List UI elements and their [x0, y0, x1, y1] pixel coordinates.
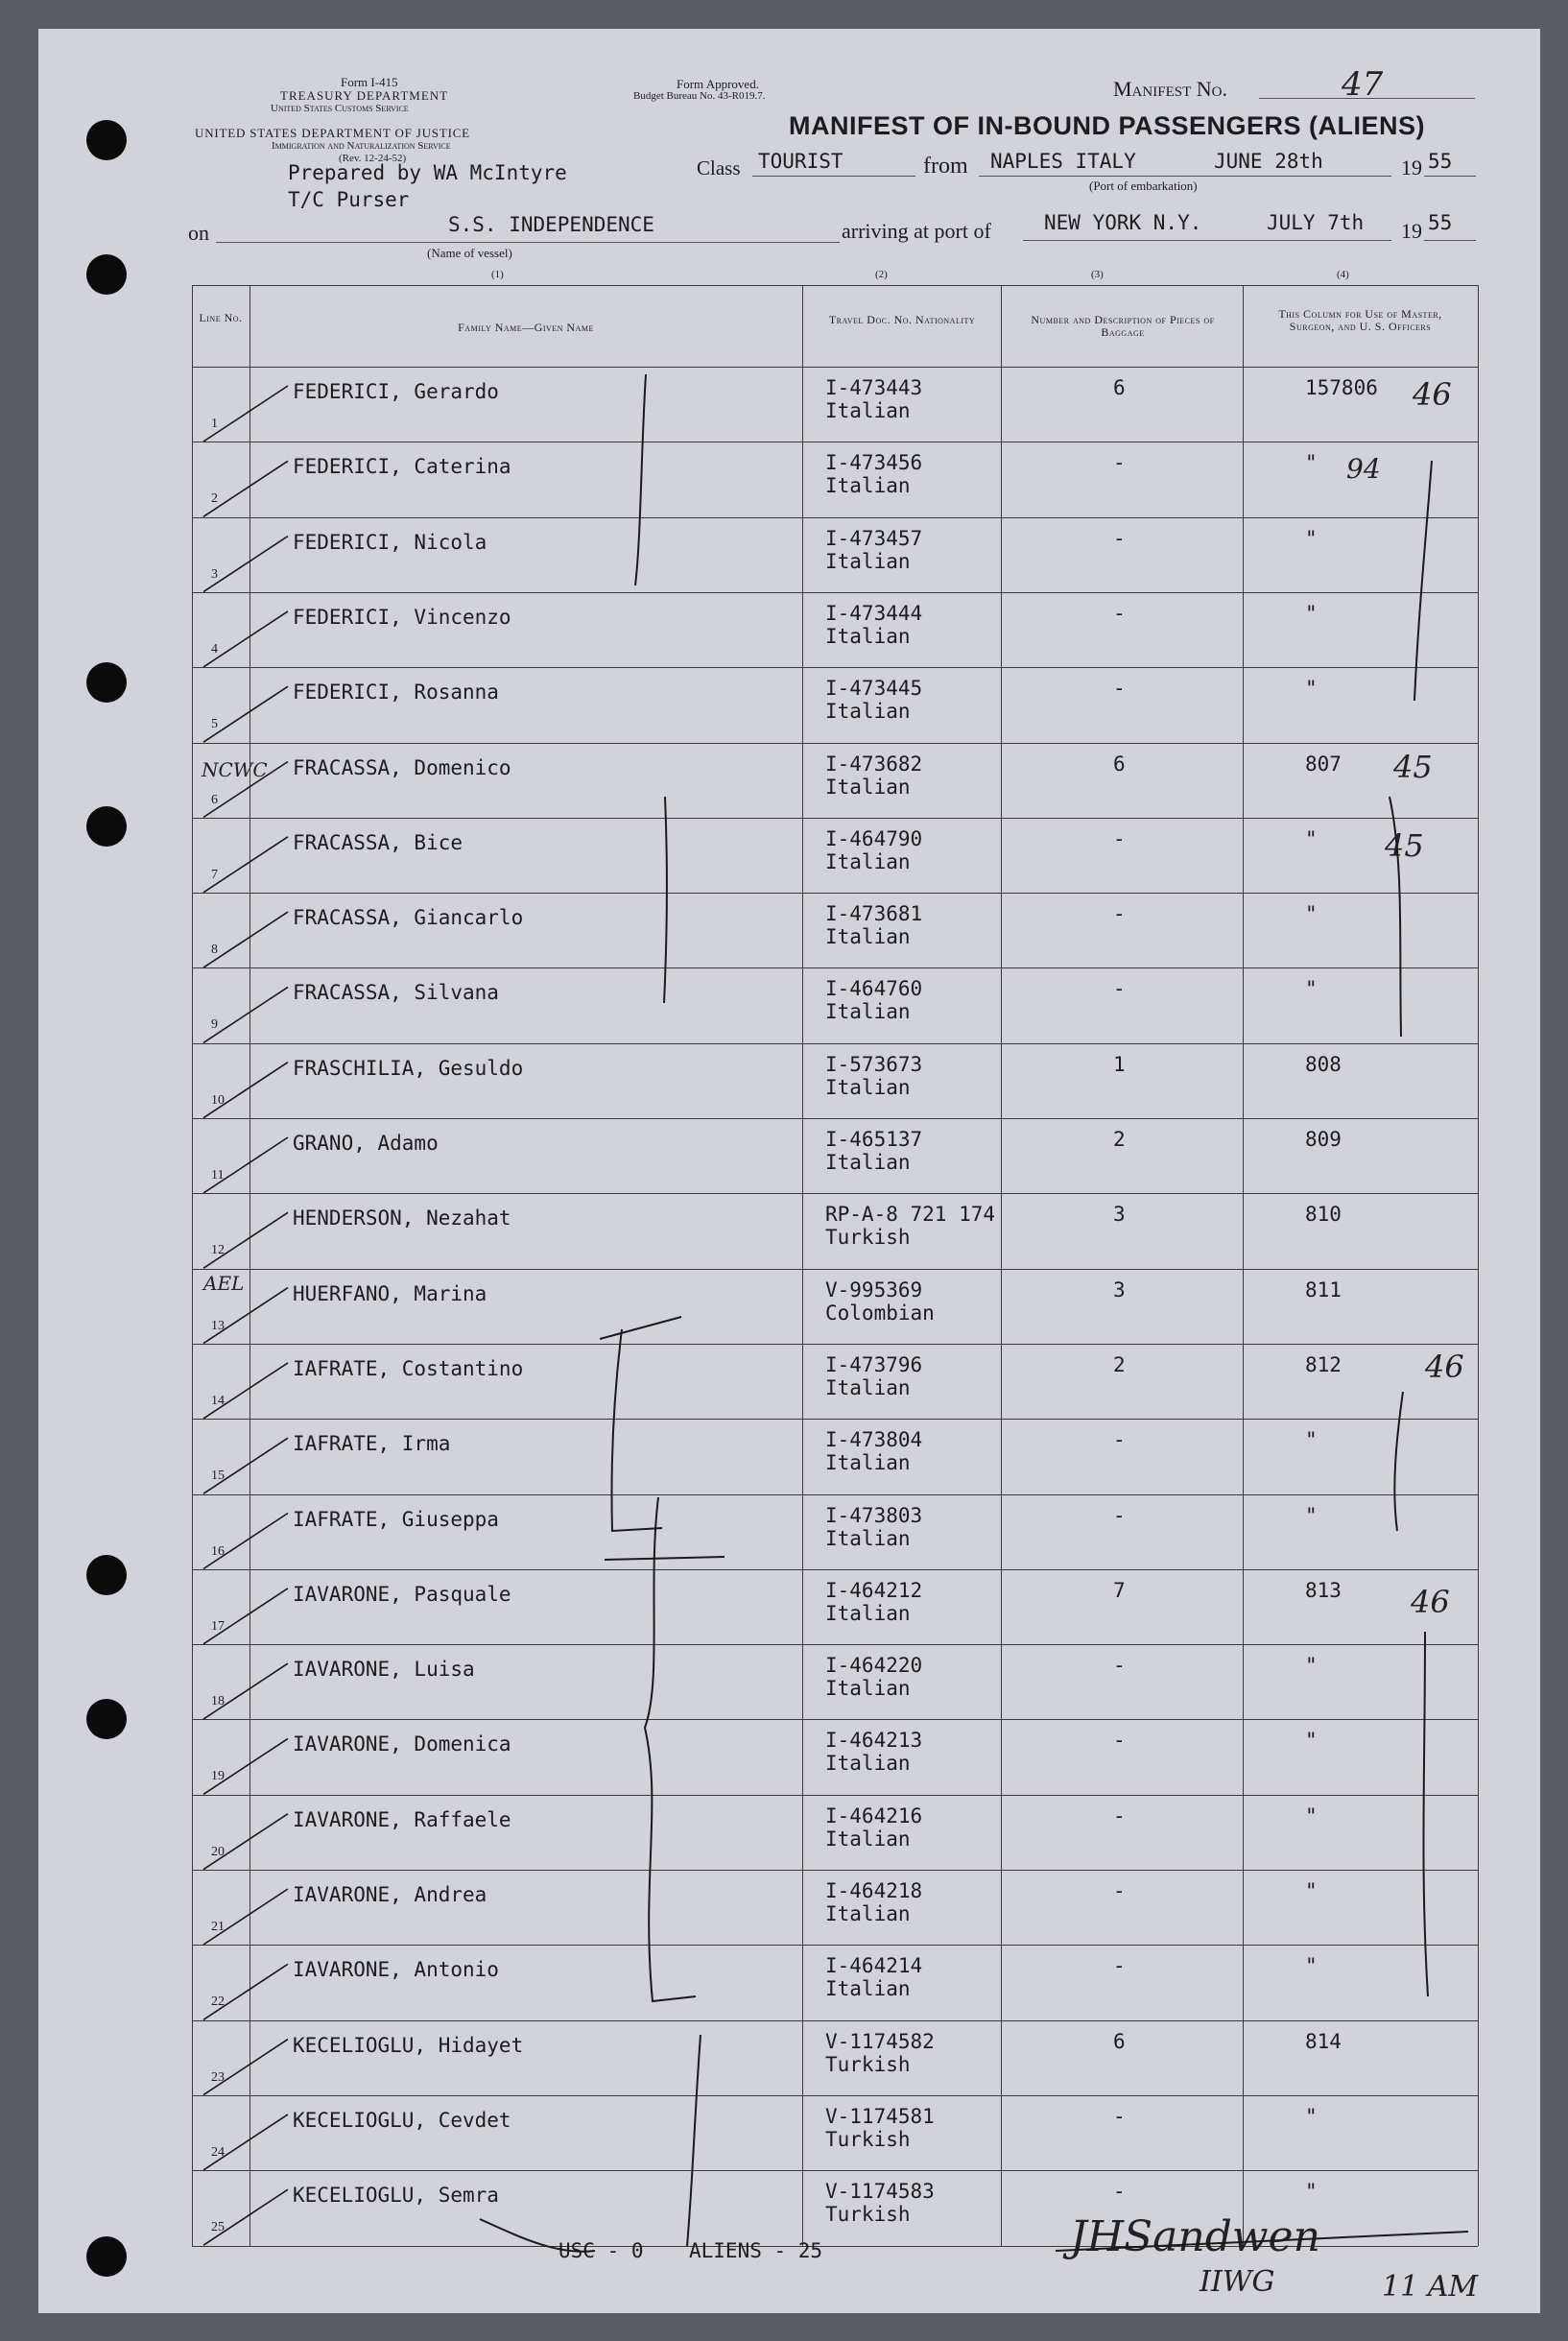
check-mark — [203, 1589, 288, 1644]
handwritten-note-3: 45 — [1393, 749, 1433, 785]
passenger-name: FEDERICI, Nicola — [293, 530, 487, 554]
check-mark — [203, 762, 288, 818]
officer-entry: " — [1305, 826, 1318, 850]
arrival-year-prefix: 19 — [1401, 219, 1422, 243]
travel-doc-no: I-464216 — [825, 1804, 923, 1827]
baggage-count: 7 — [1113, 1578, 1126, 1602]
baggage-count: 2 — [1113, 1128, 1126, 1151]
travel-doc-no: I-464213 — [825, 1729, 923, 1753]
travel-doc-no: I-473682 — [825, 752, 923, 776]
from-year: 55 — [1428, 150, 1453, 173]
passenger-name: IAVARONE, Antonio — [293, 1958, 499, 1982]
nationality: Italian — [825, 399, 911, 422]
officer-entry: 812 — [1305, 1352, 1342, 1376]
baggage-count: 3 — [1113, 1278, 1126, 1302]
line-number: 6 — [211, 792, 218, 807]
officer-entry: " — [1305, 1954, 1318, 1978]
passenger-name: FRACASSA, Giancarlo — [293, 906, 524, 930]
col-num-3: (3) — [1091, 269, 1104, 280]
travel-doc-no: I-473796 — [825, 1352, 923, 1376]
officer-entry: " — [1305, 2104, 1318, 2128]
line-number: 14 — [211, 1393, 225, 1408]
check-mark — [203, 2114, 288, 2170]
travel-doc-no: I-473444 — [825, 601, 923, 625]
arrival-year: 55 — [1428, 211, 1453, 234]
nationality: Italian — [825, 1752, 911, 1776]
officer-entry: 157806 — [1305, 376, 1378, 399]
check-mark — [203, 2040, 288, 2095]
officer-entry: " — [1305, 677, 1318, 701]
line-number: 24 — [211, 2144, 225, 2160]
header-name: Family Name—Given Name — [458, 321, 594, 334]
passenger-name: IAVARONE, Luisa — [293, 1658, 475, 1682]
from-date: JUNE 28th — [1214, 150, 1323, 173]
travel-doc-no: I-473803 — [825, 1503, 923, 1527]
check-mark — [203, 987, 288, 1042]
officer-entry: " — [1305, 977, 1318, 1001]
baggage-count: 2 — [1113, 1352, 1126, 1376]
travel-doc-no: I-473804 — [825, 1428, 923, 1452]
treasury-dept: TREASURY DEPARTMENT — [280, 88, 449, 103]
line-number: 13 — [211, 1318, 225, 1333]
nationality: Italian — [825, 1375, 911, 1399]
travel-doc-no: V-1174583 — [825, 2180, 935, 2204]
line-number: 5 — [211, 717, 218, 732]
passenger-name: IAVARONE, Raffaele — [293, 1807, 511, 1831]
baggage-count: - — [1113, 1729, 1126, 1753]
travel-doc-no: I-473681 — [825, 902, 923, 926]
form-number: Form I-415 — [341, 75, 398, 89]
officer-entry: 810 — [1305, 1203, 1342, 1227]
officer-entry: " — [1305, 1654, 1318, 1678]
class-value: TOURIST — [758, 150, 843, 173]
line-number: 1 — [211, 417, 218, 431]
col-num-1: (1) — [491, 269, 504, 280]
nationality: Italian — [825, 1827, 911, 1851]
officer-entry: " — [1305, 1729, 1318, 1753]
nationality: Italian — [825, 1151, 911, 1174]
prepared-by: Prepared by WA McIntyre — [288, 161, 567, 184]
inspector-signature: JHSandwen — [1070, 2212, 1320, 2261]
check-mark — [203, 837, 288, 893]
nationality: Italian — [825, 1677, 911, 1701]
travel-doc-no: I-465137 — [825, 1128, 923, 1151]
passenger-name: IAFRATE, Costantino — [293, 1356, 524, 1380]
nationality: Turkish — [825, 2052, 911, 2076]
line-number: 20 — [211, 1844, 225, 1859]
header-baggage: Number and Description of Pieces of Baggage — [1031, 313, 1215, 339]
passenger-name: HENDERSON, Nezahat — [293, 1206, 511, 1230]
nationality: Italian — [825, 1977, 911, 2001]
passenger-name: KECELIOGLU, Cevdet — [293, 2108, 511, 2132]
baggage-count: 6 — [1113, 376, 1126, 399]
nationality: Colombian — [825, 1301, 935, 1325]
signature-time: 11 AM — [1382, 2270, 1479, 2304]
check-mark — [203, 1137, 288, 1193]
baggage-count: - — [1113, 1503, 1126, 1527]
purser: T/C Purser — [288, 188, 410, 211]
arrival-date: JULY 7th — [1267, 211, 1365, 234]
baggage-count: - — [1113, 677, 1126, 701]
from-port: NAPLES ITALY — [990, 150, 1136, 173]
check-mark — [203, 1212, 288, 1268]
baggage-count: 6 — [1113, 2029, 1126, 2053]
revision: (Rev. 12-24-52) — [339, 153, 407, 164]
officer-entry: " — [1305, 902, 1318, 926]
from-label: from — [923, 154, 968, 179]
passenger-name: FRASCHILIA, Gesuldo — [293, 1056, 524, 1080]
header-travel-doc: Travel Doc. No. Nationality — [828, 313, 976, 326]
ins-service: Immigration and Naturalization Service — [272, 140, 451, 152]
travel-doc-no: I-573673 — [825, 1052, 923, 1076]
handwritten-ael: AEL — [203, 1272, 245, 1295]
line-number: 7 — [211, 867, 218, 882]
baggage-count: 3 — [1113, 1203, 1126, 1227]
from-year-prefix: 19 — [1401, 155, 1422, 179]
line-number: 21 — [211, 1920, 225, 1934]
officer-entry: " — [1305, 526, 1318, 550]
line-number: 4 — [211, 641, 218, 657]
check-mark — [203, 611, 288, 667]
check-mark — [203, 1964, 288, 2019]
passenger-name: IAVARONE, Domenica — [293, 1732, 511, 1756]
travel-doc-no: I-473443 — [825, 376, 923, 399]
line-number: 11 — [211, 1168, 225, 1182]
baggage-count: - — [1113, 526, 1126, 550]
usc-total: USC - 0 — [558, 2239, 644, 2262]
passenger-name: IAFRATE, Irma — [293, 1432, 451, 1456]
class-label: Class — [697, 156, 741, 179]
check-mark — [203, 1363, 288, 1419]
baggage-count: - — [1113, 1654, 1126, 1678]
passenger-name: FRACASSA, Domenico — [293, 755, 511, 779]
col-num-2: (2) — [875, 269, 888, 280]
baggage-count: - — [1113, 1879, 1126, 1902]
line-number: 19 — [211, 1769, 225, 1784]
manifest-no-value: 47 — [1342, 65, 1384, 104]
line-number: 10 — [211, 1092, 225, 1108]
line-number: 16 — [211, 1543, 225, 1559]
baggage-count: - — [1113, 1428, 1126, 1452]
nationality: Italian — [825, 700, 911, 724]
page-title: MANIFEST OF IN-BOUND PASSENGERS (ALIENS) — [789, 111, 1426, 140]
travel-doc-no: I-464790 — [825, 826, 923, 850]
vessel-caption: (Name of vessel) — [427, 246, 512, 260]
travel-doc-no: V-1174582 — [825, 2029, 935, 2053]
baggage-count: - — [1113, 826, 1126, 850]
customs-service: United States Customs Service — [271, 103, 409, 114]
baggage-count: - — [1113, 451, 1126, 475]
check-mark — [203, 386, 288, 442]
travel-doc-no: I-464220 — [825, 1654, 923, 1678]
justice-dept: UNITED STATES DEPARTMENT OF JUSTICE — [195, 126, 470, 140]
line-number: 9 — [211, 1017, 218, 1033]
travel-doc-no: I-473456 — [825, 451, 923, 475]
officer-entry: " — [1305, 451, 1318, 475]
line-number: 25 — [211, 2220, 225, 2235]
check-mark — [203, 1514, 288, 1569]
check-mark — [203, 1063, 288, 1118]
passenger-name: IAFRATE, Giuseppa — [293, 1507, 499, 1531]
officer-entry: " — [1305, 601, 1318, 625]
header-line-no: Line No. — [199, 311, 243, 324]
travel-doc-no: I-473445 — [825, 677, 923, 701]
nationality: Italian — [825, 1075, 911, 1099]
check-mark — [203, 1814, 288, 1870]
form-approved: Form Approved. — [677, 77, 759, 91]
travel-doc-no: I-464218 — [825, 1879, 923, 1902]
baggage-count: - — [1113, 1954, 1126, 1978]
handwritten-note-5: 46 — [1425, 1349, 1464, 1385]
line-number: 2 — [211, 491, 218, 507]
nationality: Italian — [825, 1902, 911, 1925]
officer-entry: " — [1305, 1879, 1318, 1902]
signature-initials: IIWG — [1200, 2265, 1275, 2299]
passenger-name: HUERFANO, Marina — [293, 1281, 487, 1305]
passenger-name: FRACASSA, Silvana — [293, 981, 499, 1005]
check-mark — [203, 686, 288, 742]
officer-entry: 814 — [1305, 2029, 1342, 2053]
handwritten-note-6: 46 — [1411, 1584, 1450, 1620]
handwritten-note-1: 46 — [1413, 376, 1452, 413]
line-number: 23 — [211, 2069, 225, 2085]
passenger-name: KECELIOGLU, Semra — [293, 2184, 499, 2208]
line-number: 18 — [211, 1694, 225, 1709]
handwritten-note-2: 94 — [1346, 453, 1381, 485]
nationality: Italian — [825, 849, 911, 873]
officer-entry: " — [1305, 1503, 1318, 1527]
aliens-total: ALIENS - 25 — [689, 2239, 823, 2262]
line-number: 22 — [211, 1995, 225, 2010]
arriving-label: arriving at port of — [842, 219, 991, 243]
passenger-name: KECELIOGLU, Hidayet — [293, 2033, 524, 2057]
nationality: Turkish — [825, 2127, 911, 2151]
baggage-count: - — [1113, 902, 1126, 926]
handwritten-ncwc: NCWC — [202, 758, 268, 781]
baggage-count: - — [1113, 2104, 1126, 2128]
nationality: Italian — [825, 1000, 911, 1024]
travel-doc-no: I-473457 — [825, 526, 923, 550]
check-mark — [203, 461, 288, 516]
baggage-count: - — [1113, 977, 1126, 1001]
baggage-count: 6 — [1113, 752, 1126, 776]
nationality: Italian — [825, 925, 911, 949]
check-mark — [203, 1288, 288, 1344]
passenger-name: IAVARONE, Andrea — [293, 1883, 487, 1906]
line-number: 12 — [211, 1243, 225, 1258]
handwritten-note-4: 45 — [1385, 827, 1424, 864]
travel-doc-no: V-995369 — [825, 1278, 923, 1302]
travel-doc-no: I-464212 — [825, 1578, 923, 1602]
line-number: 8 — [211, 943, 218, 958]
travel-doc-no: V-1174581 — [825, 2104, 935, 2128]
on-label: on — [188, 221, 209, 245]
check-mark — [203, 1438, 288, 1493]
officer-entry: 811 — [1305, 1278, 1342, 1302]
nationality: Italian — [825, 1451, 911, 1475]
officer-entry: 808 — [1305, 1052, 1342, 1076]
passenger-name: FEDERICI, Vincenzo — [293, 605, 511, 629]
line-number: 15 — [211, 1469, 225, 1484]
baggage-count: - — [1113, 1804, 1126, 1827]
col-num-4: (4) — [1337, 269, 1349, 280]
travel-doc-no: I-464760 — [825, 977, 923, 1001]
officer-entry: " — [1305, 1804, 1318, 1827]
port-caption: (Port of embarkation) — [1089, 179, 1198, 193]
nationality: Italian — [825, 549, 911, 573]
check-mark — [203, 1738, 288, 1794]
travel-doc-no: I-464214 — [825, 1954, 923, 1978]
check-mark — [203, 1889, 288, 1945]
check-mark — [203, 1663, 288, 1719]
passenger-name: GRANO, Adamo — [293, 1132, 439, 1155]
budget-bureau: Budget Bureau No. 43-R019.7. — [633, 90, 766, 102]
travel-doc-no: RP-A-8 721 174 — [825, 1203, 996, 1227]
nationality: Italian — [825, 1526, 911, 1550]
baggage-count: - — [1113, 2180, 1126, 2204]
officer-entry: 809 — [1305, 1128, 1342, 1151]
check-mark — [203, 2189, 288, 2245]
passenger-name: FEDERICI, Gerardo — [293, 380, 499, 403]
vessel-name: S.S. INDEPENDENCE — [448, 213, 654, 236]
nationality: Italian — [825, 775, 911, 799]
nationality: Turkish — [825, 1226, 911, 1250]
check-mark — [203, 912, 288, 967]
officer-entry: " — [1305, 1428, 1318, 1452]
arrival-port: NEW YORK N.Y. — [1044, 211, 1202, 234]
nationality: Turkish — [825, 2203, 911, 2227]
manifest-no-label: Manifest No. — [1113, 77, 1227, 101]
baggage-count: 1 — [1113, 1052, 1126, 1076]
header-officers: This Column for Use of Master, Surgeon, and U. S. Officers — [1278, 307, 1442, 333]
passenger-name: FEDERICI, Caterina — [293, 455, 511, 479]
passenger-name: IAVARONE, Pasquale — [293, 1582, 511, 1606]
line-number: 3 — [211, 566, 218, 582]
check-mark — [203, 537, 288, 592]
passenger-name: FRACASSA, Bice — [293, 830, 463, 854]
officer-entry: " — [1305, 2180, 1318, 2204]
officer-entry: 813 — [1305, 1578, 1342, 1602]
nationality: Italian — [825, 1601, 911, 1625]
nationality: Italian — [825, 474, 911, 498]
passenger-name: FEDERICI, Rosanna — [293, 681, 499, 705]
officer-entry: 807 — [1305, 752, 1342, 776]
baggage-count: - — [1113, 601, 1126, 625]
line-number: 17 — [211, 1618, 225, 1634]
nationality: Italian — [825, 624, 911, 648]
